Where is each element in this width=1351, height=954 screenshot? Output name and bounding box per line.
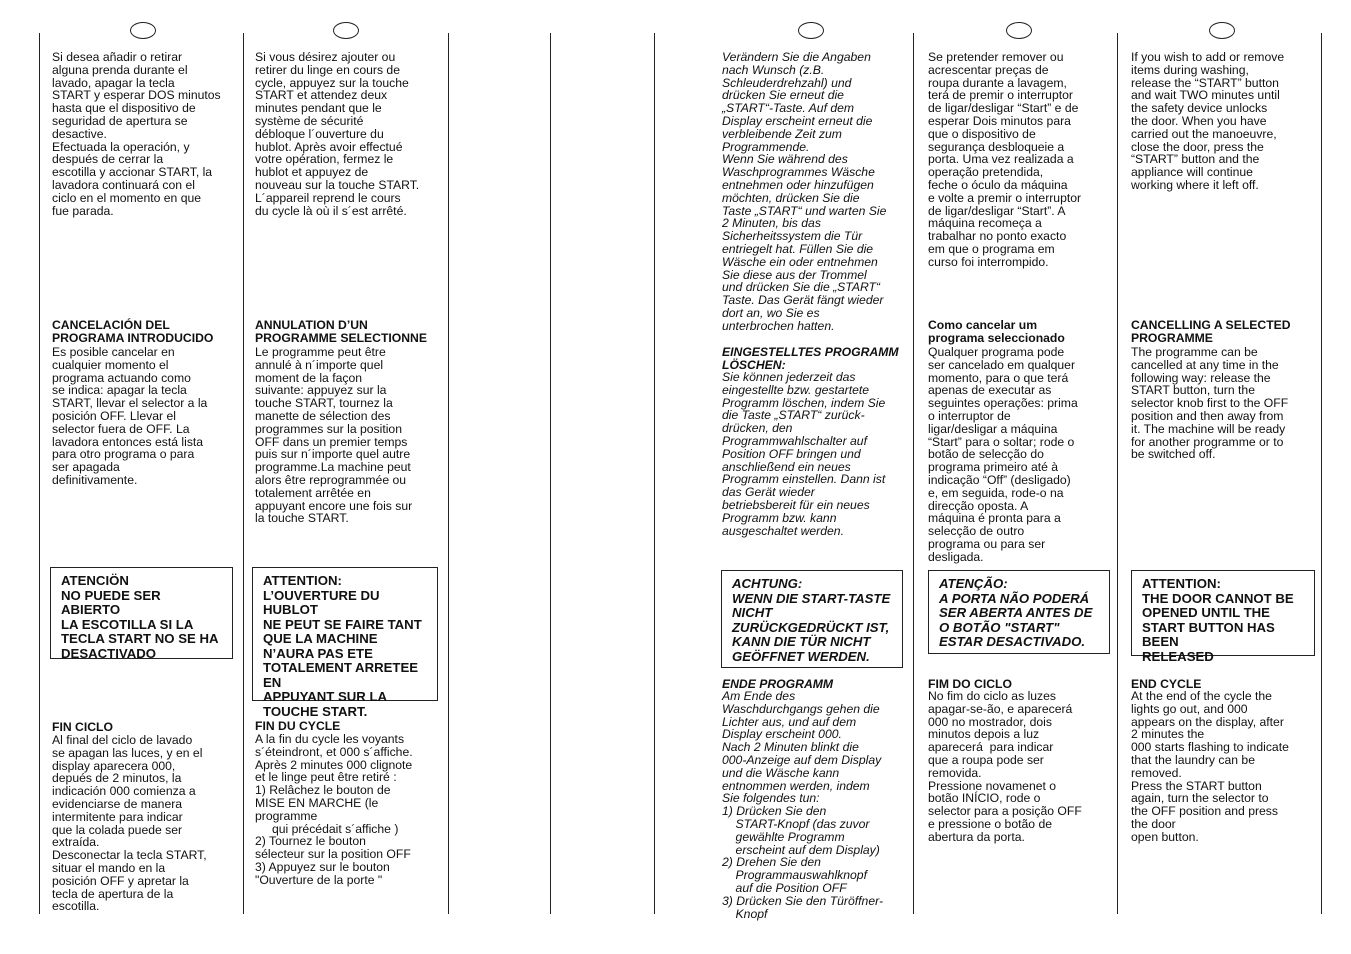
page-edge-line bbox=[654, 33, 655, 914]
intro-text: Si vous désirez ajouter ou retirer du linge en cours de cycle, appuyez sur la touche START et attendez deux minutes pendant que le système de sécurité débloque l´ouverture du hublot. Après avoir effectué votre opération, fermez le hublot et appuyez de nouveau sur la touche START. L´appareil reprend le cours du cycle là où il s´est arrêté. bbox=[255, 50, 420, 218]
section-title-cancel: EINGESTELLTES PROGRAMM LÖSCHEN: bbox=[722, 345, 899, 372]
language-flag-oval-pt bbox=[1006, 22, 1032, 39]
section-body-cancel: Le programme peut être annulé à n´importe quel moment de la façon suivante: appuyez sur la touche START, tournez la manette de sélection des programmes sur la position OFF dans un premier temps puis sur n´importe quel autre programme.La machine peut alors être reprogrammée ou totalement arrêtée en appuyant encore une fois sur la touche START. bbox=[255, 345, 413, 526]
section-body-end: No fim do ciclo as luzes apagar-se-ão, e aparecerá 000 no mostrador, dois minutos depois a luz aparecerá para indicar que a roupa pode ser removida. Pressione novamenet o botão INÍCIO, rode o selector para a posição OFF e pressione o botão de abertura da porta. bbox=[928, 689, 1082, 844]
section-title-end: FIM DO CICLO bbox=[928, 677, 1012, 691]
section-title-end: FIN DU CYCLE bbox=[255, 719, 341, 733]
column-divider bbox=[448, 33, 449, 914]
column-divider bbox=[1321, 33, 1322, 914]
language-flag-oval-es bbox=[130, 22, 156, 39]
column-divider bbox=[243, 33, 244, 914]
section-title-cancel: CANCELLING A SELECTED PROGRAMME bbox=[1131, 318, 1291, 345]
section-title-end: FIN CICLO bbox=[52, 720, 113, 734]
section-title-cancel: CANCELACIÓN DEL PROGRAMA INTRODUCIDO bbox=[52, 318, 214, 345]
column-divider bbox=[39, 33, 40, 914]
intro-text: Si desea añadir o retirar alguna prenda durante el lavado, apagar la tecla START y esperar DOS minutos hasta que el dispositivo de seguridad de apertura se desactive. Efectuada la operación, y después de cerrar la escotilla y accionar START, la lavadora continuará con el ciclo en el momento en que fue parada. bbox=[52, 50, 221, 218]
section-body-end: Am Ende des Waschdurchgangs gehen die Lichter aus, und auf dem Display erscheint 000. Nach 2 Minuten blinkt die 000-Anzeige auf dem Display und die Wäsche kann entnommen werden, indem Sie folgendes tun: 1) Drücken Sie den START-Knopf (das zuvor gewählte Programm erscheint auf dem Display) 2) Drehen Sie den Programmauswahlknopf auf die Position OFF 3) Drücken Sie den Türöffner- Knopf bbox=[722, 689, 883, 921]
warning-box-es: ATENCIÖN NO PUEDE SER ABIERTO LA ESCOTILLA SI LA TECLA START NO SE HA DESACTIVADO bbox=[50, 567, 233, 659]
section-title-end: ENDE PROGRAMM bbox=[722, 677, 834, 691]
warning-box-en: ATTENTION: THE DOOR CANNOT BE OPENED UNTIL THE START BUTTON HAS BEEN RELEASED bbox=[1131, 570, 1315, 656]
language-flag-oval-de bbox=[798, 22, 824, 39]
section-body-end: At the end of the cycle the lights go out, and 000 appears on the display, after 2 minutes the 000 starts flashing to indicate that the laundry can be removed. Press the START button again, turn the selector to the OFF position and press the door open button. bbox=[1131, 689, 1289, 844]
page-edge-line bbox=[550, 33, 551, 914]
section-body-end: A la fin du cycle les voyants s´éteindront, et 000 s´affiche. Après 2 minutes 000 clignote et le linge peut être retiré : 1) Relâchez le bouton de MISE EN MARCHE (le programme qui précédait s´affiche ) 2) Tournez le bouton sélecteur sur la position OFF 3) Appuyez sur le bouton "Ouverture de la porte " bbox=[255, 732, 413, 887]
column-divider bbox=[1117, 33, 1118, 914]
warning-box-pt: ATENÇÃO: A PORTA NÃO PODERÁ SER ABERTA ANTES DE O BOTÃO "START" ESTAR DESACTIVADO. bbox=[928, 570, 1110, 654]
section-body-cancel: Sie können jederzeit das eingestellte bzw. gestartete Programm löschen, indem Sie die Taste „START“ zurück- drücken, den Programmwahlschalter auf Position OFF bringen und anschließend ein neues Programm einstellen. Dann ist das Gerät wieder betriebsbereit für ein neues Programm bzw. kann ausgeschaltet werden. bbox=[722, 370, 886, 538]
language-flag-oval-fr bbox=[333, 22, 359, 39]
warning-box-fr: ATTENTION: L’OUVERTURE DU HUBLOT NE PEUT SE FAIRE TANT QUE LA MACHINE N’AURA PAS ETE TOTALEMENT ARRETEE EN APPUYANT SUR LA TOUCHE START. bbox=[252, 567, 438, 701]
intro-text: Se pretender remover ou acrescentar preças de roupa durante a lavagem, terá de premir o interruptor de ligar/desligar “Start” e de esperar Dois minutos para que o dispositivo de segurança desbloqueie a porta. Uma vez realizada a operação pretendida, feche o óculo da máquina e volte a premir o interruptor de ligar/desligar “Start”. A máquina recomeça a trabalhar no ponto exacto em que o programa em curso foi interrompido. bbox=[928, 50, 1082, 269]
section-body-cancel: Qualquer programa pode ser cancelado em qualquer momento, para o que terá apenas de executar as seguintes operações: prima o interruptor de ligar/desligar a máquina “Start” para o soltar; rode o botão de selecção do programa primeiro até à indicação “Off” (desligado) e, em seguida, rode-o na direcção oposta. A máquina é pronta para a selecção de outro programa ou para ser desligada. bbox=[928, 345, 1078, 564]
warning-box-de: ACHTUNG: WENN DIE START-TASTE NICHT ZURÜCKGEDRÜCKT IST, KANN DIE TÜR NICHT GEÖFFNET WERDEN. bbox=[721, 570, 903, 668]
intro-text: If you wish to add or remove items during washing, release the “START” button and wait TWO minutes until the safety device unlocks the door. When you have carried out the manoeuvre, close the door, press the “START” button and the appliance will continue working where it left off. bbox=[1131, 50, 1285, 192]
section-body-end: Al final del ciclo de lavado se apagan las luces, y en el display aparecera 000, depués de 2 minutos, la indicación 000 comienza a evidenciarse de manera intermitente para indicar que la colada puede ser extraída. Desconectar la tecla START, situar el mando en la posición OFF y apretar la tecla de apertura de la escotilla. bbox=[52, 733, 207, 914]
language-flag-oval-en bbox=[1209, 22, 1235, 39]
section-body-cancel: The programme can be cancelled at any time in the following way: release the START button, turn the selector knob first to the OFF position and then away from it. The machine will be ready for another programme or to be switched off. bbox=[1131, 345, 1289, 462]
section-title-cancel: Como cancelar um programa seleccionado bbox=[928, 318, 1065, 345]
section-title-end: END CYCLE bbox=[1131, 677, 1202, 691]
intro-text: Verändern Sie die Angaben nach Wunsch (z.B. Schleuderdrehzahl) und drücken Sie erneut die „START“-Taste. Auf dem Display erscheint erneut die verbleibende Zeit zum Programmende. Wenn Sie während des Waschprogrammes Wäsche entnehmen oder hinzufügen möchten, drücken Sie die Taste „START“ und warten Sie 2 Minuten, bis das Sicherheitssystem die Tür entriegelt hat. Füllen Sie die Wäsche ein oder entnehmen Sie diese aus der Trommel und drücken Sie die „START“ Taste. Das Gerät fängt wieder dort an, wo Sie es unterbrochen hatten. bbox=[722, 50, 887, 333]
section-title-cancel: ANNULATION D’UN PROGRAMME SELECTIONNE bbox=[255, 318, 427, 345]
column-divider bbox=[913, 33, 914, 914]
section-body-cancel: Es posible cancelar en cualquier momento el programa actuando como se indica: apagar la tecla START, llevar el selector a la posición OFF. Llevar el selector fuera de OFF. La lavadora entonces está lista para otro programa o para ser apagada definitivamente. bbox=[52, 345, 208, 487]
